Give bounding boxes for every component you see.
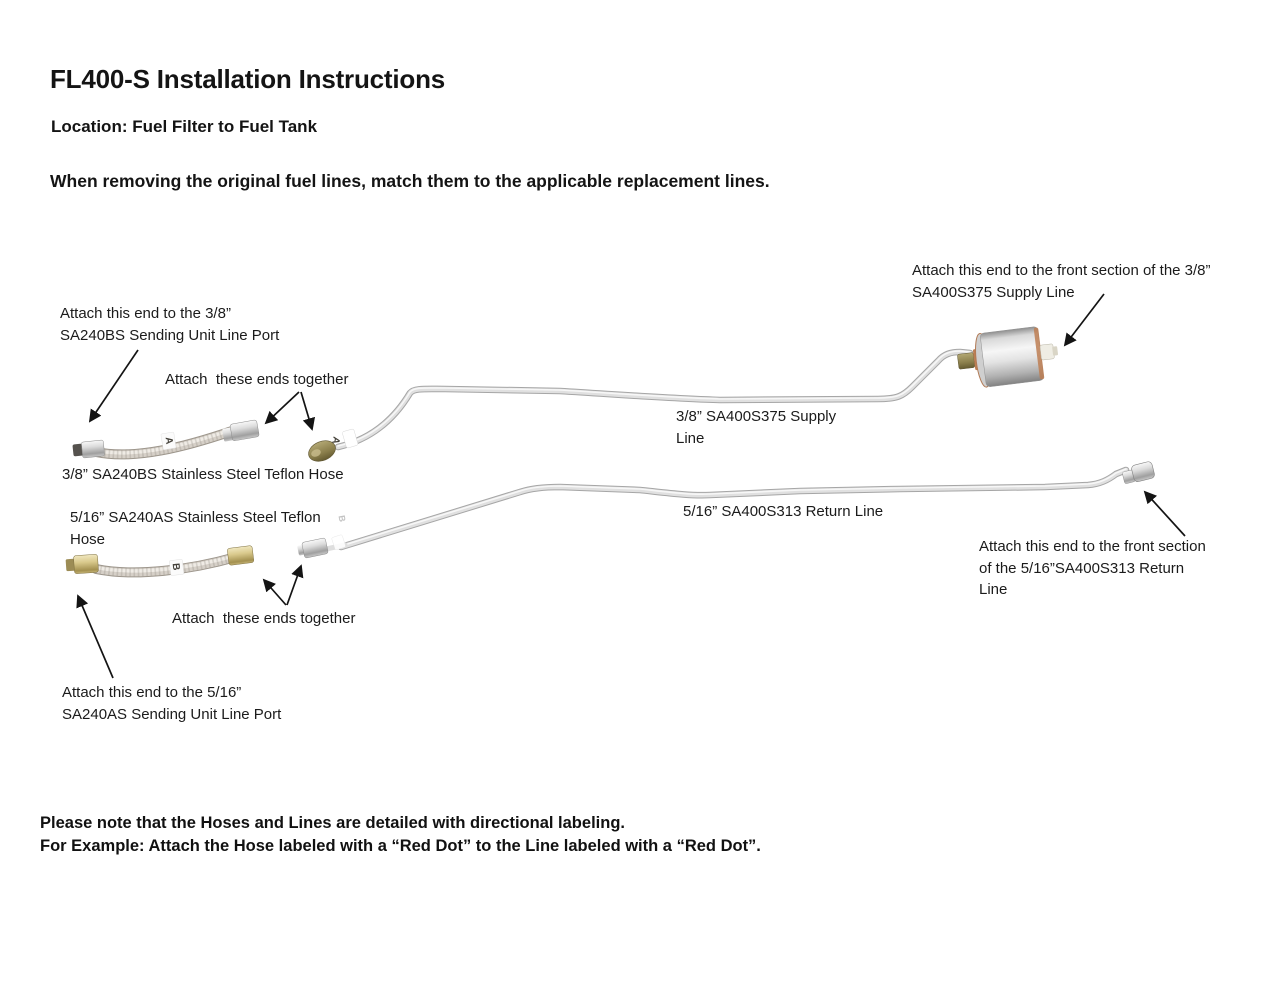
directional-labeling-note (40, 812, 761, 858)
arrow-to-hose516-right-end (264, 580, 286, 605)
page-title: FL400-S Installation Instructions (50, 64, 446, 94)
supply-line (338, 351, 970, 447)
annotation-attach-together-bottom: Attach these ends together (172, 610, 356, 627)
arrow-to-supply-line-start (301, 392, 312, 429)
arrow-to-hose38-left-end (90, 350, 138, 421)
annotation-hose38-left-end: Attach this end to the 3/8” SA240BS Sending Unit Line Port (60, 305, 280, 344)
return-line-marker: B (336, 514, 348, 523)
annotation-filter-end: Attach this end to the front section of the 3/8” SA400S375 Supply Line (912, 262, 1215, 301)
return-line-end-fitting (1121, 461, 1155, 485)
location-subtitle: Location: Fuel Filter to Fuel Tank (51, 117, 318, 136)
fuel-filter (955, 324, 1061, 390)
hose-38-marker: A (162, 436, 175, 445)
hose-516-sa240as (66, 545, 254, 575)
arrow-to-return-line-end (1145, 492, 1185, 536)
note-line-1: Please note that the Hoses and Lines are detailed with directional labeling. (40, 814, 625, 832)
annotation-attach-together-top: Attach these ends together (165, 371, 349, 388)
intro-text: When removing the original fuel lines, match them to the applicable replacement lines. (50, 171, 770, 191)
annotation-return-end: Attach this end to the front section of the 5/16”SA400S313 Return Line (979, 538, 1210, 598)
label-hose38: 3/8” SA240BS Stainless Steel Teflon Hose (62, 466, 344, 483)
arrow-to-hose38-right-end (266, 392, 299, 423)
supply-line-start-fitting (305, 429, 358, 465)
hose-38-sa240bs (72, 420, 259, 458)
arrow-to-hose516-left-end (78, 596, 113, 678)
hose-516-marker: B (169, 562, 182, 571)
label-hose516: 5/16” SA240AS Stainless Steel Teflon Hose (70, 509, 325, 548)
annotation-hose516-left-end: Attach this end to the 5/16” SA240AS Sending Unit Line Port (62, 684, 282, 723)
label-supply-line: 3/8” SA400S375 Supply Line (676, 408, 841, 447)
supply-line-marker: A (329, 435, 342, 446)
note-line-2: For Example: Attach the Hose labeled with a “Red Dot” to the Line labeled with a “Red Dot”. (40, 837, 761, 855)
label-return-line: 5/16” SA400S313 Return Line (683, 503, 884, 520)
arrow-to-return-line-start (287, 566, 301, 605)
